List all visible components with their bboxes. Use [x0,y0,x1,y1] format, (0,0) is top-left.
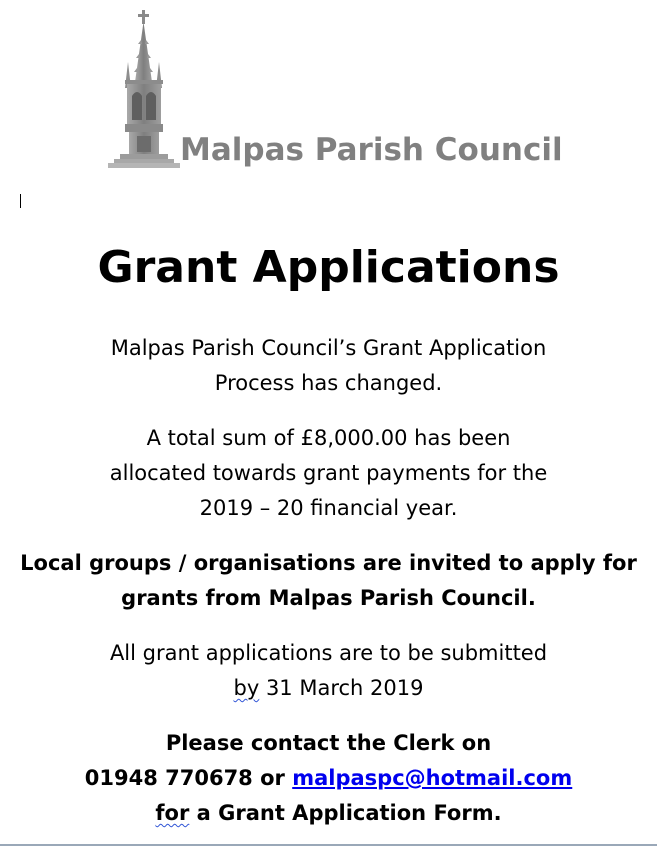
invitation-paragraph [0,546,657,616]
paragraph-line: A total sum of £8,000.00 has been [146,426,511,450]
text-cursor [20,194,21,208]
page-bottom-divider [0,844,657,846]
spellcheck-word: for [155,801,190,825]
paragraph-line: grants from Malpas Parish Council. [121,586,536,610]
paragraph-line: Please contact the Clerk on [165,731,492,755]
paragraph-line: Local groups / organisations are invited to apply for [20,551,637,575]
allocation-paragraph [0,421,657,526]
form-request-line [0,796,657,831]
org-name-logo-text: Malpas Parish Council [180,132,563,168]
paragraph-line: Malpas Parish Council’s Grant Application [110,336,547,360]
paragraph-line: All grant applications are to be submitted [109,641,548,665]
contact-phone-line [0,761,657,796]
phone-number-text: 01948 770678 or [84,766,293,790]
email-link[interactable]: malpaspc@hotmail.com [292,766,573,790]
paragraph-line: 2019 – 20 financial year. [199,496,458,520]
paragraph-line: Process has changed. [214,371,443,395]
contact-paragraph [0,726,657,831]
process-changed-paragraph [0,331,657,401]
form-request-text: a Grant Application Form. [189,801,502,825]
deadline-date-text: 31 March 2019 [259,676,424,700]
spellcheck-word: by [233,676,260,700]
deadline-paragraph [0,636,657,706]
deadline-line [0,671,657,706]
paragraph-line: allocated towards grant payments for the [109,461,548,485]
page-title: Grant Applications [97,242,560,293]
church-spire-icon [108,10,180,168]
